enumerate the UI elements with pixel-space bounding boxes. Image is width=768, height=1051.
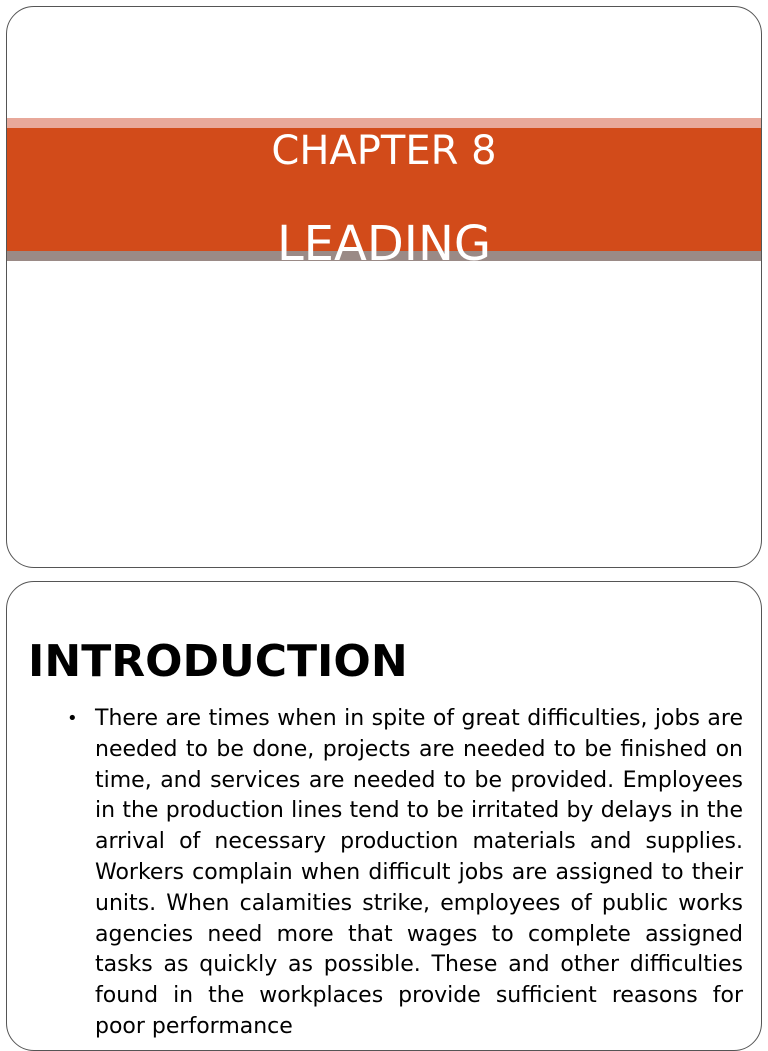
bullet-item (63, 704, 743, 1043)
chapter-title: LEADING (276, 216, 492, 272)
bullet-list (63, 704, 743, 1043)
chapter-number: CHAPTER 8 (271, 128, 497, 174)
slide-chapter-title (6, 6, 762, 568)
slide-introduction (6, 581, 762, 1051)
slide-heading: INTRODUCTION (28, 636, 408, 687)
bullet-dot-icon: • (67, 708, 78, 729)
bullet-text: There are times when in spite of great difficulties, jobs are needed to be done, projects are needed to be finished on time, and services are needed to be provided. Employees in the production lines tend to be irritated by delays in the arrival of necessary production materials and supplies. Workers complain when difficult jobs are assigned to their units. When calamities strike, employees of public works agencies need more that wages to complete assigned tasks as quickly as possible. These and other difficulties found in the workplaces provide sufficient reasons for poor performance (95, 706, 743, 1039)
